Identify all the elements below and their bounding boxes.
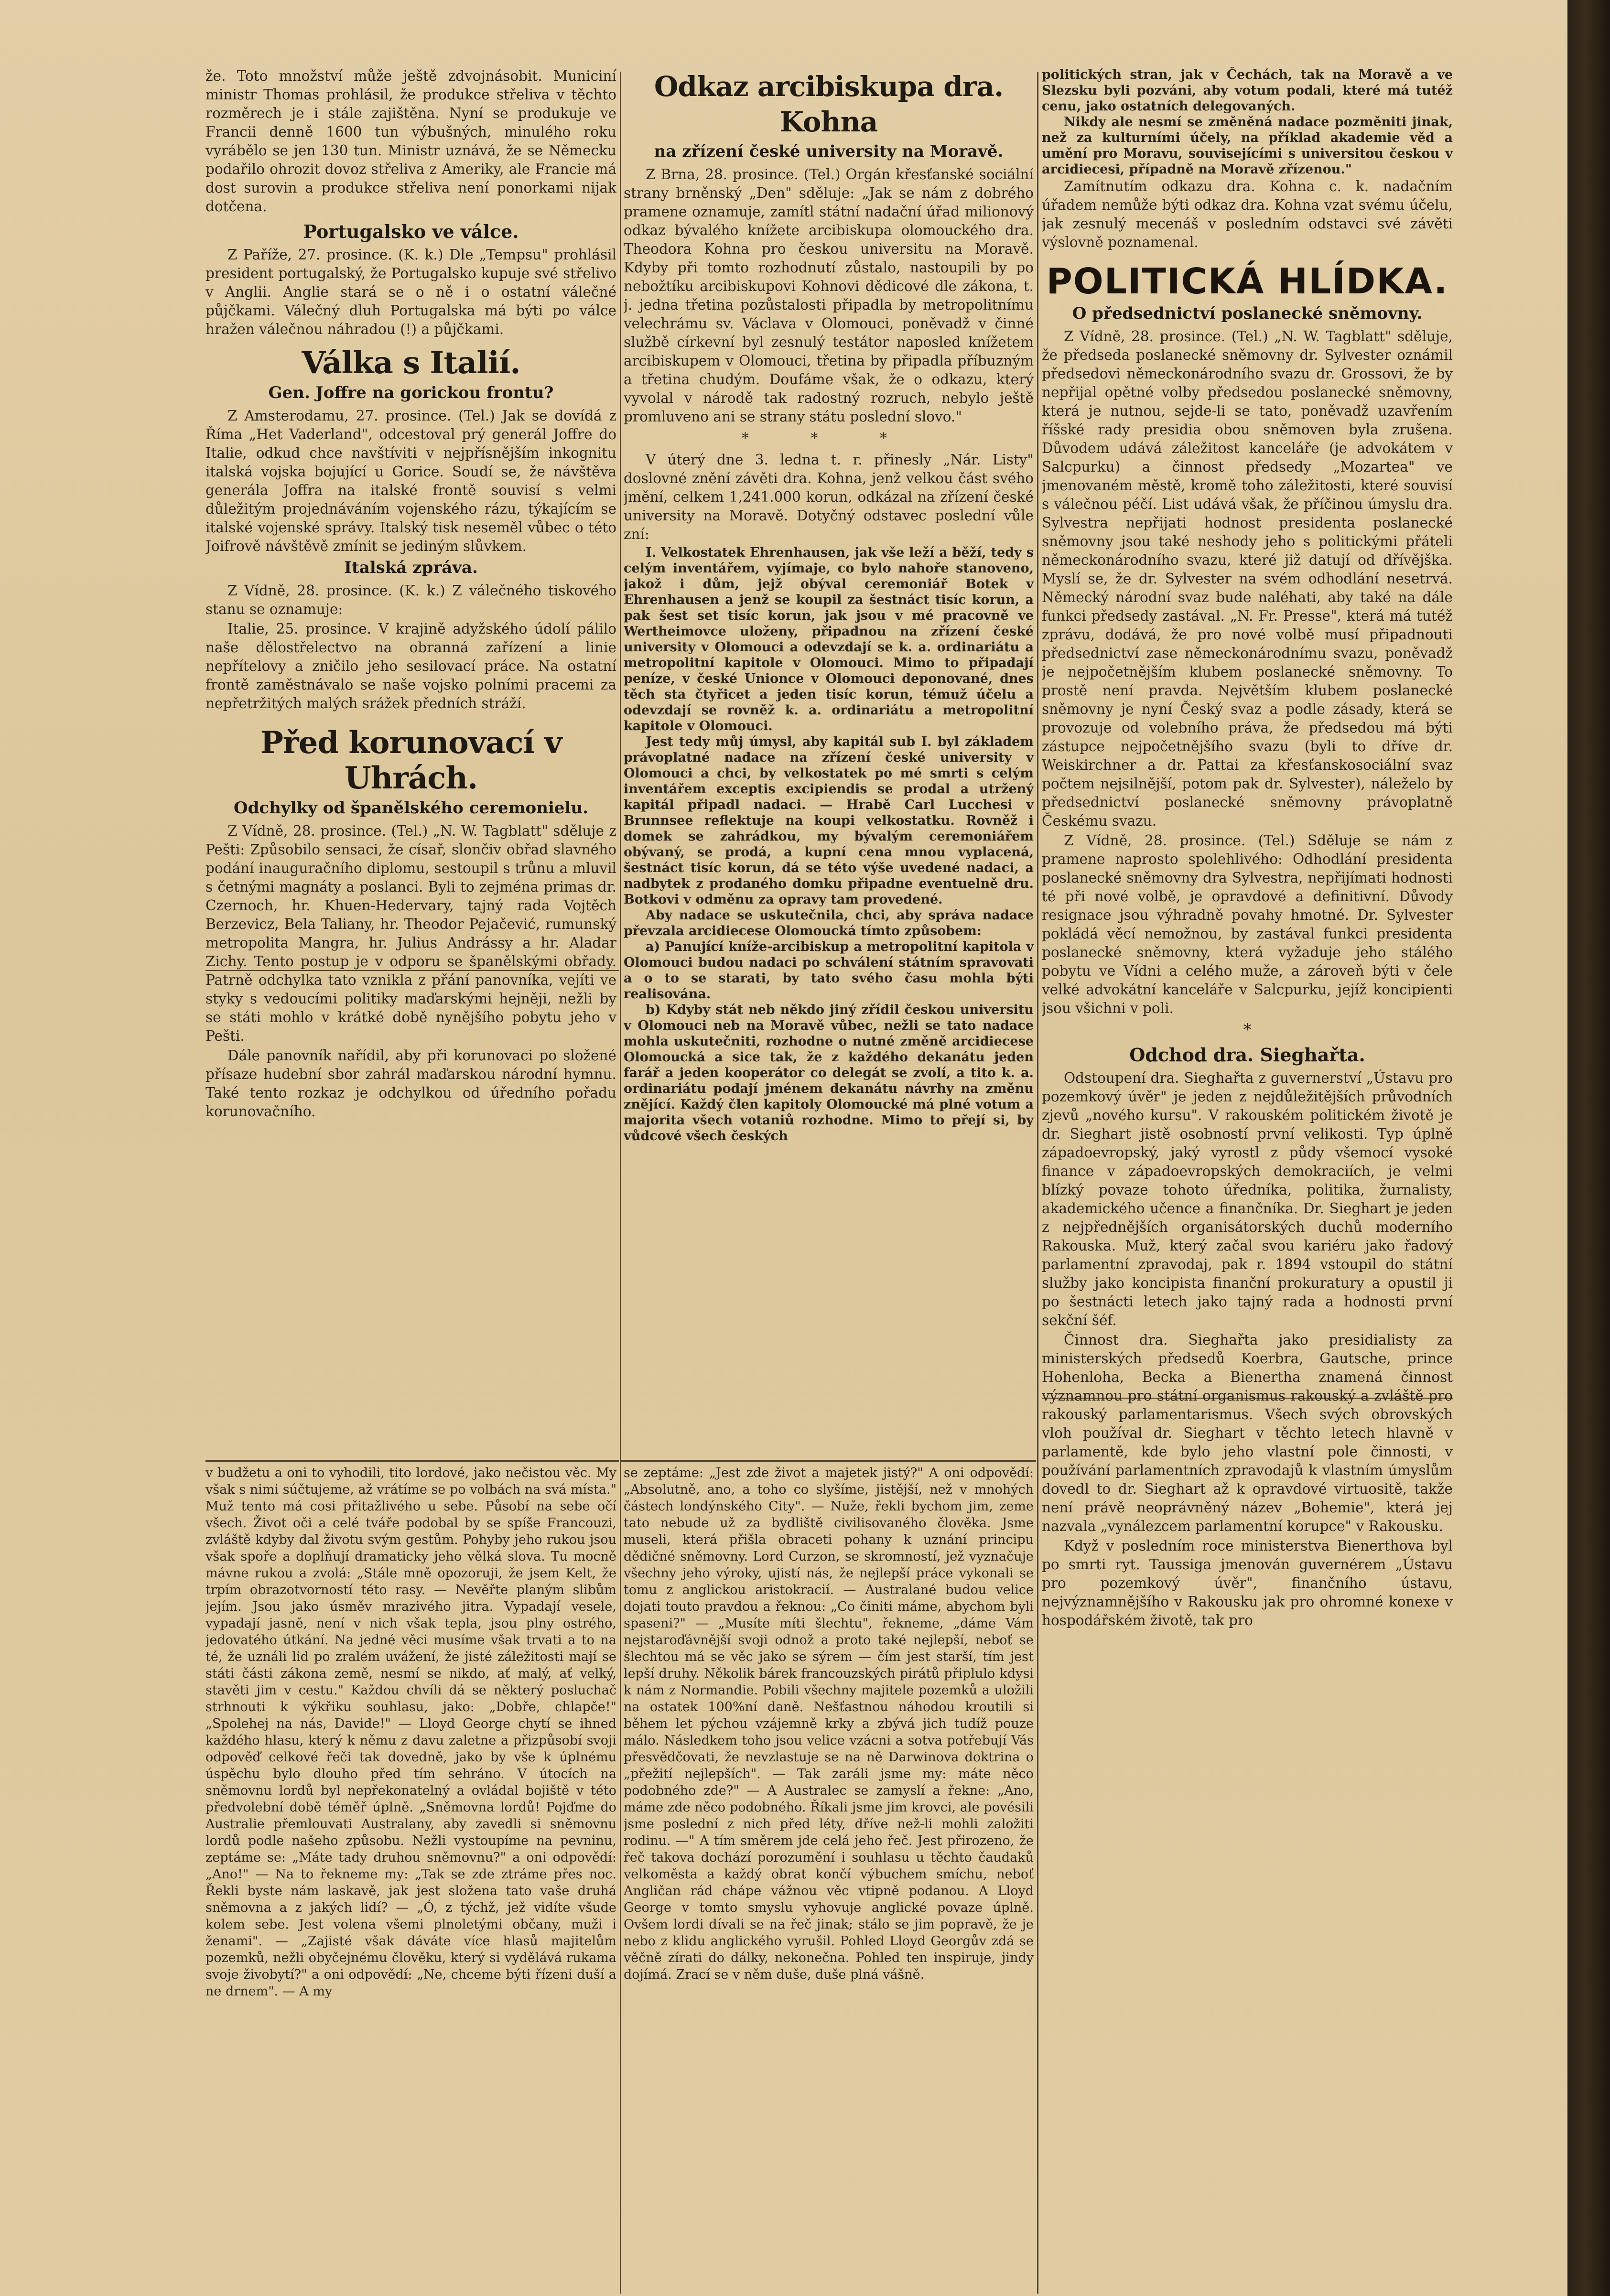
column-1 [205, 67, 616, 1460]
section-title: POLITICKÁ HLÍDKA. [1046, 261, 1448, 302]
article-text: Z Vídně, 28. prosince. (Tel.) „N. W. Tagblatt" sděluje, že předseda poslanecké sněmovny dr. Sylvester oznámil předsedovi německonárodního svazu dr. Grossovi, že by nepřijal opětné volby předsedou poslanecké sněmovny, která je nutnou, sejde-li se tato, poněvadž uzavřením říšské rady presidia obou sněmoven byla zrušena. Důvodem udává záležitost kanceláře (je advokátem v Salcpurku) a činnost předsedy „Mozartea" ve jmenovaném městě, kromě toho záležitosti, které souvisí s válečnou péčí. List udává však, že příčinou úmyslu dra. Sylvestra nepřijati hodnost presidenta poslanecké sněmovny jsou také neshody jeho s politickými přáteli německonárodního svazu, které již datují od dřívějška. Myslí se, že dr. Sylvester na svém odhodlání nesetrvá. Německý národní svaz bude naléhati, aby také na dále funkci předsedy zastával. „N. Fr. Presse", která má tutéž zprávu, dodává, že pro nové volbě musí připadnouti předsednictví zase německonárodnímu svazu, poněvadž je nejpočetnějším klubem poslanecké sněmovny. To prostě není pravda. Největším klubem poslanecké sněmovny je nyní Český svaz a podle zásady, která se provozuje od volebního práva, že předsedou má býti zástupce nejpočetnějšího svazu (byli to dříve dr. Weiskirchner a dr. Pattai za křesťanskosociální svaz počtem nejsilnější, potom pak dr. Sylvester), náleželo by předsednictví poslanecké sněmovny právoplatně Českému svazu. [1042, 328, 1453, 829]
column-3 [1042, 67, 1453, 2294]
article-headline: na zřízení české university na Moravě. [654, 142, 1004, 161]
article-headline: Portugalsko ve válce. [303, 221, 519, 242]
column-rule [620, 72, 621, 2294]
article-text: Italie, 25. prosince. V krajině adyžského údolí pálilo naše dělostřelectvo na obranná zařízení a linie nepřítelovy a zničilo jeho sesilovací práce. Na ostatní frontě zaměstnávalo se naše vojsko polními pracemi za nepřetržitých malých srážek předních stráží. [205, 621, 616, 711]
article-text: I. Velkostatek Ehrenhausen, jak vše leží a běží, tedy s celým inventářem, vyjímaje, co bylo nahoře stanoveno, jakož i dům, jejž obýval ceremoniář Botek v Ehrenhausen a jenž se koupil za šestnáct tisíc korun, a pak šest set tisíc korun, jak jsou v mé pracovně ve Wertheimovce uloženy, připadnou na zřízení české university v Olomouci a odevzdají se k. a. ordinariátu a metropolitní kapitole v Olomouci. Mimo to připadají peníze, v české Unionce v Olomouci deponované, dnes těch sta čtyřicet a jeden tisíc korun, témuž účelu a odevzdají se rovněž k. a. ordinariátu a metropolitní kapitole v Olomouci. [624, 545, 1034, 733]
article-headline: Italská zpráva. [344, 558, 478, 577]
will-excerpt-continued [1042, 67, 1453, 177]
article-text: Z Amsterodamu, 27. prosince. (Tel.) Jak se dovídá z Říma „Het Vaderland", odcestoval prý generál Joffre do Italie, odkud chce navštíviti v nejpřísnějším inkognitu italská vojska bojující u Gorice. Soudí se, že návštěva generála Joffra na italské frontě souvisí s velmi důležitým projednáváním vojenského rázu, týkajícím se italské vojenské správy. Italský tisk neseměl vůbec o této Joifrově návštěvě zmínit se jediným slůvkem. [205, 408, 616, 554]
article-text: Nikdy ale nesmí se změněná nadace pozměniti jinak, než za kulturními účely, na příklad akademie věd a umění pro Moravu, souvisejícími s universitou českou v arcidiecesi, případně na Moravě zřízenou." [1042, 115, 1453, 177]
section-rule [621, 1460, 1036, 1462]
feuilleton-left [205, 1465, 616, 2294]
article-text: Zamítnutím odkazu dra. Kohna c. k. nadačním úřadem nemůže býti odkaz dra. Kohna vzat svému účelu, jak zesnulý mecenáš v posledním odstavci své závěti výslovně poznamenal. [1042, 178, 1453, 250]
section-headline: Válka s Italií. [302, 345, 520, 381]
feuilleton-right [624, 1465, 1034, 2294]
page-binding-edge [1567, 0, 1610, 2296]
article-text: V úterý dne 3. ledna t. r. přinesly „Nár. Listy" doslovné znění závěti dra. Kohna, jenž velkou část svého jmění, celkem 1,241.000 korun, odkázal na zřízení české university na Moravě. Dotyčný odstavec poslední vůle zní: [624, 452, 1034, 542]
article-text: a) Panující kníže-arcibiskup a metropolitní kapitola v Olomouci budou nadaci po schválení státním spravovati a o to se starati, by tato svého času mohla býti realisována. [624, 939, 1034, 1002]
feuilleton-text: se zeptáme: „Jest zde život a majetek jistý?" A oni odpovědí: „Absolutně, ano, a toho co slyšíme, jistější, než v mnohých částech londýnského City". — Nuže, řekli bychom jim, zeme tato nebude už za bydliště civilisovaného člověka. Jsme museli, která přišla obraceti pohany k uznání principu dědičné sněmovny. Lord Curzon, se skromností, jež vyznačuje všechny jeho výroky, ujistí nás, že nejlepší práce vykonali se tomu z anglickou aristokracií. — Australané budou velice dojati touto pravdou a řeknou: „Co činiti máme, abychom byli spaseni?" — „Musíte míti šlechtu", řekneme, „dáme Vám nejstaroďávnější svoji odnož a proto také nejlepší, neboť se šlechtou má se věc jako se sýrem — čím jest starší, tím jest lepší druhy. Několik bárek francouzských pirátů připlulo kdysi k nám z Normandie. Pobili všechny majitele pozemků a uložili na ostatek 100%ní daně. Nešťastnou náhodou kroutili si během let pýchou vzájemně krky a zbývá jich tudíž pouze málo. Následkem toho jsou velice vzácni a sotva potřebují Vás přesvědčovati, že nevzlastuje se na ně Darwinova doktrina o „přežití nejlepších". — Tak zaráli jsme my: máte něco podobného zde?" — A Australec se zamyslí a řekne: „Ano, máme zde něco podobného. Říkali jsme jim krovci, ale povésili jsme poslední z nich před léty, dříve než-li mohli založiti rodinu. —" A tím směrem jde celá jeho řeč. Jest přirozeno, že řeč takova dochází porozumění i souhlasu u těchto čaudaků velkoměsta a každý obrat končí výbuchem smíchu, neboť Angličan rád chápe vážnou věc vtipně podanou. A Lloyd George v tomto smyslu vyhovuje anglické povaze úplně. Ovšem lordi dívali se na řeč jinak; stálo se jim popravě, že je nebo z klidu anglického vyrušil. Pohled Lloyd Georgův zdá se věčně zírati do dálky, nekonečna. Pohled ten inspiruje, jindy dojímá. Zrací se v něm duše, duše plná vášně. [624, 1466, 1034, 1982]
separator-stars: * * * [741, 430, 916, 447]
article-text: b) Kdyby stát neb někdo jiný zřídil českou universitu v Olomouci neb na Moravě vůbec, nežli se tato nadace mohla uskutečniti, rozhodne o nutné změně arcidiecese Olomoucká a sice tak, že z každého dekanátu jeden farář a jeden kooperátor co delegát se zvolí, a tito k. a. ordinariátu podají jménem dekanátu návrhy na změnu znějící. Každý člen kapitoly Olomoucké má plné votum a majorita všech votaniů rozhodne. Mimo to přejí si, by vůdcové všech českých [624, 1002, 1034, 1143]
article-text: Z Vídně, 28. prosince. (Tel.) „N. W. Tagblatt" sděluje z Pešti: Způsobilo sensaci, že císař, slončiv obřad slavného podání inauguračního diplomu, sestoupil s trůnu a mluvil s četnými magnáty a poslanci. Byli to zejména primas dr. Czernoch, hr. Khuen-Hedervary, tajný rada Vojtěch Berzevicz, Bela Taliany, hr. Theodor Pejačević, rumunský metropolita Mangra, hr. Julius Andrássy a hr. Aladar Zichy. Tento postup je v odporu se španělskými obřady. Patrně odchylka tato vznikla z přání panovníka, vejíti ve styky s vedoucími politiky maďarskými hejněji, nežli by se státi mohlo v krátké době nynějšího pobytu jeho v Pešti. [205, 823, 616, 1044]
article-headline: Odchylky od španělského ceremonielu. [234, 798, 588, 818]
article-text: Odstoupení dra. Sieghařta z guvernerství „Ústavu pro pozemkový úvěr" je jeden z nejdůležitějších průvodních zjevů „nového kursu". V rakouském politickém životě je dr. Sieghart jistě osobností první velikosti. Typ úplně západoevropský, jaký vyrostl z půdy všemocí vysoké finance v západoevropských demokraciích, je velmi blízký povaze tohoto úředníka, politika, žurnalisty, akademického učence a finančníka. Dr. Sieghart je jeden z nejpřednějších organisátorských duchů moderního Rakouska. Muž, který začal svou kariéru jako řadový parlamentní zpravodaj, pak r. 1894 vstoupil do státní služby jako koncipista finanční prokuratury a opustil ji po šestnácti letech jako tajný rada a hodnosti první sekční šéf. [1042, 1070, 1453, 1328]
column-2 [624, 67, 1034, 1460]
separator-star: * [1243, 1020, 1252, 1039]
article-text: Z Vídně, 28. prosince. (Tel.) Sděluje se nám z pramene naprosto spolehlivého: Odhodlání presidenta poslanecké sněmovny dra Sylvestra, nepřijímati hodnosti té při nové volbě, je opravdové a definitivní. Důvody resignace jsou výhradně povahy hmotné. Dr. Sylvester pokládá věcí nemožnou, by zastával funkci presidenta poslanecké sněmovny, která vyžaduje jeho stálého pobytu ve Vídni a celého muže, a zároveň býti v čele velké advokátní kanceláře v Salcpurku, jejíž koncipienti jsou všichni v poli. [1042, 832, 1453, 1016]
section-rule [205, 1460, 619, 1462]
article-text: Z Vídně, 28. prosince. (K. k.) Z válečného tiskového stanu se oznamuje: [205, 582, 616, 617]
column-rule [1037, 72, 1038, 2294]
feuilleton-text: v budžetu a oni to vyhodili, tito lordové, jako nečistou věc. My však s nimi súčtujeme, až vrátíme se po volbách na svá místa." Muž tento má cosi přitažlivého u sebe. Působí na sebe očí všech. Život oči a celé tváře podobal by se spíše Francouzi, zvláště kdyby dal životu svým gestům. Pohyby jeho rukou jsou však spoře a doplňují dramaticky jeho vělká slova. Tu mocně mávne rukou a zvolá: „Stále mně opozoruji, že jsem Kelt, že trpím obrazotvorností této rasy. — Nevěřte planým slibům jejím. Jsou jako úsměv mrazivého jitra. Vypadají vesele, vypadají jasně, není v nich však tepla, jsou plny ostrého, jedovatého útkání. Na jedné věci musíme však trvati a to na té, že uználi lid po zralém uvážení, že jisté záležitosti mají se státi části zákona země, nesmí se nikdo, ať malý, ať velký, stavěti jim v cestu." Každou chvíli dá se některý posluchač strhnouti k výkřiku souhlasu, jako: „Dobře, chlapče!" „Spolehej na nás, Davide!" — Lloyd George chytí se ihned každého hlasu, který k němu z davu zaletne a přizpůsobí svoji odpověď celkové řeči tak dovedně, jako by vše k úplnému úspěchu bylo dlouho před tím sehráno. V útocích na sněmovnu lordů byl nepřekonatelný a ovládal bojiště v této předvolební době téměř úplně. „Sněmovna lordů! Pojďme do Australie přemlouvati Australany, aby zavedli si sněmovnu lordů podle našeho způsobu. Nežli vystoupíme na pevninu, zeptáme se: „Máte tady druhou sněmovnu?" a oni odpovědí: „Ano!" — Na to řekneme my: „Tak se zde ztráme přes noc. Řekli byste nám laskavě, jak jest složena tato vaše druhá sněmovna a z jakých lidí? — „Ó, z týchž, jež vidíte všude kolem sebe. Jest volena všemi plnoletými občany, muži i ženami". — „Zajisté však dáváte více hlasů majitelům pozemků, nežli obyčejnému člověku, který si vydělává rukama svoje živobytí?" a oni odpovědí: „Ne, chceme býti řízeni duší a ne drnem". — A my [205, 1466, 616, 1999]
article-text: Z Brna, 28. prosince. (Tel.) Orgán křesťanské sociální strany brněnský „Den" sděluje: „Jak se nám z dobrého pramene oznamuje, zamítl státní nadační úřad milionový odkaz bývalého knížete arcibiskupa olomouckého dra. Theodora Kohna pro českou universitu na Moravě. Kdyby při tomto rozhodnutí zůstalo, nastoupili by po nebožtíku arcibiskupovi Kohnovi dědicové dle zákona, t. j. jedna třetina pozůstalosti připadla by metropolitnímu velechrámu sv. Václava v Olomouci, poněvadž v činné službě církevní byl zesnulý testátor naposled knížetem arcibiskupem v Olomouci, třetina by připadla příbuzným a třetina chudým. Doufáme však, že o odkazu, který vyvolal v národě tak radostný rozruch, nebylo ještě promluveno ani se strany státu poslední slovo." [624, 166, 1034, 425]
article-text: Aby nadace se uskutečnila, chci, aby správa nadace převzala arcidiecese Olomoucká tímto způsobem: [624, 908, 1034, 938]
article-text: Když v posledním roce ministerstva Bienerthova byl po smrti ryt. Taussiga jmenován guvernérem „Ústavu pro pozemkový úvěr", finančního ústavu, nejvýznamnějšího v Rakousku jak pro ohromné konexe v hospodářském životě, tak pro [1042, 1538, 1453, 1628]
article-text: politických stran, jak v Čechách, tak na Moravě a ve Slezsku byli pozváni, aby votum podali, které má tutéž cenu, jako ostatních delegovaných. [1042, 67, 1453, 114]
article-text: že. Toto množství může ještě zdvojnásobit. Municiní ministr Thomas prohlásil, že produkce střeliva v těchto rozměrech je i stále zajištěna. Nyní se produkuje ve Francii denně 1600 tun výbušných, minulého roku vyrábělo se jen 130 tun. Ministr uznává, že se Německu podařilo ohrozit dovoz střeliva z Ameriky, ale Francie má dost surovin a produkce střeliva není ponorkami nijak dotčena. [205, 68, 616, 215]
article-text: Činnost dra. Sieghařta jako presidialisty za ministerských předsedů Koerbra, Gautsche, prince Hohenloha, Becka a Bienertha znamená činnost významnou pro státní organismus rakouský a zvláště pro rakouský parlamentarismus. Všech svých obrovských vloh používal dr. Sieghart v těchto letech hlavně v parlamentě, kde bylo jeho vlastní pole činnosti, v používání parlamentních zpravodajů k vlastním úmyslům dovedl to dr. Sieghart až k opravdové virtuositě, takže není právě neoprávněný název „Bohemie", která jej nazvala „vynálezcem parlamentní korupce" v Rakousku. [1042, 1332, 1453, 1534]
article-text: Dále panovník nařídil, aby při korunovaci po složené přísaze hudební sbor zahrál maďarskou národní hymnu. Také tento rozkaz je odchylkou od úředního pořadu korunovačního. [205, 1047, 616, 1120]
article-text: Jest tedy můj úmysl, aby kapitál sub I. byl základem právoplatné nadace na zřízení české university v Olomouci a chci, by velkostatek po mé smrti s celým inventářem exceptis excipiendis se prodal a utržený kapitál připadl nadaci. — Hrabě Carl Lucchesi v Brunnsee reflektuje na koupi velkostatku. Rovněž i domek se zahrádkou, my bývalým ceremoniářem obývaný, se prodá, a kupní cena mnou vyplacená, šestnáct tisíc korun, dá se této výše uvedené nadaci, a nadbytek z prodaného domku připadne eventuelně dru. Botkovi v odměnu za opravy tam provedené. [624, 734, 1034, 907]
article-headline: Gen. Joffre na gorickou frontu? [268, 383, 554, 402]
will-excerpt [624, 545, 1034, 1144]
article-headline: Odchod dra. Sieghařta. [1129, 1044, 1365, 1066]
article-headline: O předsednictví poslanecké sněmovny. [1072, 304, 1423, 323]
article-text: Z Paříže, 27. prosince. (K. k.) Dle „Tempsu" prohlásil president portugalský, že Portugalsko kupuje své střelivo v Anglii. Anglie stará se o ně i o ostatní válečné půjčkami. Válečný dluh Portugalska má býti po válce hražen válečnou náhradou (!) a půjčkami. [205, 247, 616, 337]
section-headline: Odkaz arcibiskupa dra. Kohna [654, 70, 1004, 138]
section-headline: Před korunovací v Uhrách. [260, 725, 562, 796]
